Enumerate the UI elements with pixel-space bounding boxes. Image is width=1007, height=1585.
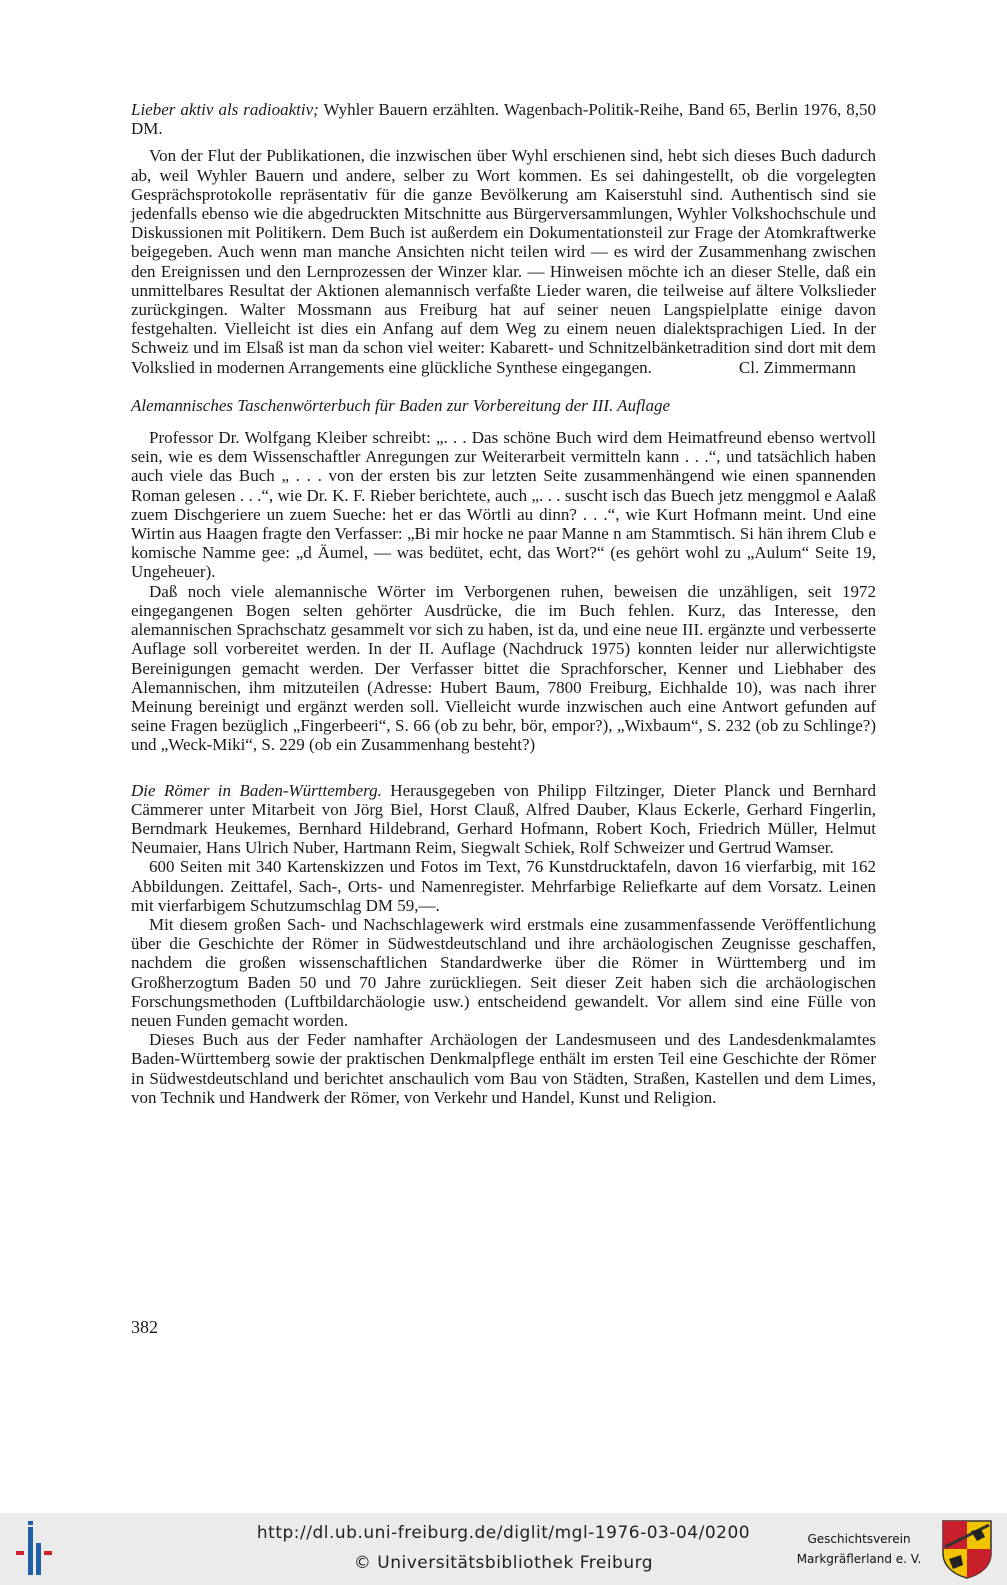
review-3-paragraph-2: Mit diesem großen Sach- und Nachschlagewerk wird erstmals eine zusammenfassende Veröffentlichung über die Geschichte der Römer in Südwestdeutschland und ihre archäologischen Zeugnisse geschaffen, nachdem die großen wissenschaftlichen Standardwerke über die Römer in Württemberg und im Großherzogtum Baden 50 und 70 Jahre zurückliegen. Seit dieser Zeit haben sich die archäologischen Forschungsmethoden (Luftbildarchäologie usw.) entscheidend gewandelt. Vor allem sind eine Fülle von neuen Funden gemacht worden. [131,914,876,1030]
review-1-citation [131,100,876,138]
section-2-heading: Alemannisches Taschenwörterbuch für Baden zur Vorbereitung der III. Auflage [131,395,671,415]
section-2-paragraph-1: Professor Dr. Wolfgang Kleiber schreibt: „. . . Das schöne Buch wird dem Heimatfreund ebenso wertvoll sein, wie es dem Wissenschaftler Anregungen zur Weiterarbeit vermitteln kann . . .“, und tatsächlich haben auch viele das Buch „ . . . von der ersten bis zur letzten Seite zusammenhängend wie einen spannenden Roman gelesen . . .“, wie Dr. K. F. Rieber berichtete, auch „. . . suscht isch das Buech jetz menggmol e Aalaß zuem Dischgeriere un zuem Sueche: het er das Wörtli au dinn? . . .“, wie Kurt Hofmann meint. Und eine Wirtin aus Haagen fragte den Verfasser: „Bi mir hocke ne paar Manne n am Stammtisch. Si hän ihrem Club e komische Namme gee: „d Äumel, — was bedütet, echt, das Wort?“ (es gehört wohl zu „Aulum“ Seite 19, Ungeheuer). [131,428,876,582]
spacer [131,138,876,146]
spacer [131,415,876,428]
review-1-signature: Cl. Zimmermann [738,357,856,377]
review-1-body: Von der Flut der Publikationen, die inzwischen über Wyhl erschienen sind, hebt sich dieses Buch dadurch ab, weil Wyhler Bauern und andere, selber zu Wort kommen. Es sei dahingestellt, ob die vorgelegten Gesprächsprotokolle repräsentativ für die ganze Bevölkerung am Kaiserstuhl sind. Authentisch sind sie jedenfalls ebenso wie die abgedruckten Mitschnitte aus Bürgerversammlungen, Wyhler Volkshochschule und Diskussionen mit Politikern. Dem Buch ist außerdem ein Dokumentationsteil zur Frage der Atomkraftwerke beigegeben. Auch wenn man manche Ansichten nicht teilen wird — es wird der Zusammenhang zwischen den Ereignissen und den Lernprozessen der Winzer klar. — Hinweisen möchte ich an dieser Stelle, daß ein unmittelbares Resultat der Aktionen alemannisch verfaßte Lieder waren, die teilweise auf ältere Volkslieder zurückgingen. Walter Mossmann aus Freiburg hat auf seiner neuen Langspielplatte einige davon festgehalten. Vielleicht ist dies ein Anfang auf dem Weg zu einem neuen dialektsprachigen Lied. In der Schweiz und im Elsaß ist man da schon viel weiter: Kabarett- und Schnitzelbänketradition sind dort mit dem Volkslied in modernen Arrangements eine glückliche Synthese eingegangen. [131,146,876,377]
review-3-citation [131,781,876,858]
review-3-title: Die Römer in Baden-Württemberg. [131,780,382,800]
review-1-title: Lieber aktiv als radioaktiv; [131,100,319,119]
review-3-paragraph-3: Dieses Buch aus der Feder namhafter Archäologen der Landesmuseen und des Landesdenkmalamtes Baden-Württemberg sowie der praktischen Denkmalpflege enthält im ersten Teil eine Geschichte der Römer in Südwestdeutschland und berichtet anschaulich vom Bau von Städten, Straßen, Kastellen und dem Limes, von Technik und Handwerk der Römer, von Verkehr und Handel, Kunst und Religion. [131,1030,876,1107]
review-1-publication: Wyhler Bauern erzählten. Wagenbach-Politik-Reihe, Band 65, Berlin 1976, 8,50 DM. [131,100,876,139]
society-name-line-2: Markgräflerland e. V. [796,1552,922,1566]
society-name-line-1: Geschichtsverein [807,1532,911,1546]
section-2-paragraph-2: Daß noch viele alemannische Wörter im Verborgenen ruhen, beweisen die unzähligen, seit 1972 eingegangenen Bogen selten gehörter Ausdrücke, die im Buch fehlen. Kurz, das Interesse, den alemannischen Sprachschatz gesammelt vor sich zu haben, ist da, und eine neue III. ergänzte und verbesserte Auflage soll vorbereitet werden. In der II. Auflage (Nachdruck 1975) konnten leider nur allerwichtigste Bereinigungen gemacht werden. Der Verfasser bittet die Sprachforscher, Kenner und Liebhaber des Alemannischen, ihm mitzuteilen (Adresse: Hubert Baum, 7800 Freiburg, Eichhalde 10), was nach ihrer Meinung bereinigt und ergänzt werden soll. Vielleicht wurde inzwischen auch eine Antwort gefunden auf seine Fragen bezüglich „Fingerbeeri“, S. 66 (ob zu behr, bör, empor?), „Wixbaum“, S. 232 (ob zu Schlinge?) und „Weck-Miki“, S. 229 (ob ein Zusammenhang besteht?) [131,581,876,755]
footer-copyright: © Universitätsbibliothek Freiburg [353,1553,654,1573]
footer-bar [0,1513,1007,1585]
review-3-editors: Herausgegeben von Philipp Filtzinger, Dieter Planck und Bernhard Cämmerer unter Mitarbeit von Jörg Biel, Horst Clauß, Alfred Dauber, Klaus Eckerle, Gerhard Fingerlin, Berndmark Heukemes, Bernhard Hildebrand, Gerhard Hofmann, Robert Koch, Friedrich Müller, Helmut Neumaier, Hans Ulrich Nuber, Hartmann Reim, Siegwalt Schiek, Rolf Schweizer und Gertrud Wamser. [131,780,876,858]
review-3-paragraph-1: 600 Seiten mit 340 Kartenskizzen und Fotos im Text, 76 Kunstdrucktafeln, davon 16 vierfarbig, mit 162 Abbildungen. Zeittafel, Sach-, Orts- und Namenregister. Mehrfarbige Reliefkarte auf dem Vorsatz. Leinen mit vierfarbigem Schutzumschlag DM 59,—. [131,857,876,915]
spacer [131,377,876,396]
spacer [131,755,876,781]
page-number: 382 [131,1317,158,1337]
article-page [131,100,876,1107]
markgraeflerland-crest-icon [941,1519,993,1579]
footer-url-link[interactable]: http://dl.ub.uni-freiburg.de/diglit/mgl-1976-03-04/0200 [256,1523,751,1543]
society-name [789,1529,929,1569]
